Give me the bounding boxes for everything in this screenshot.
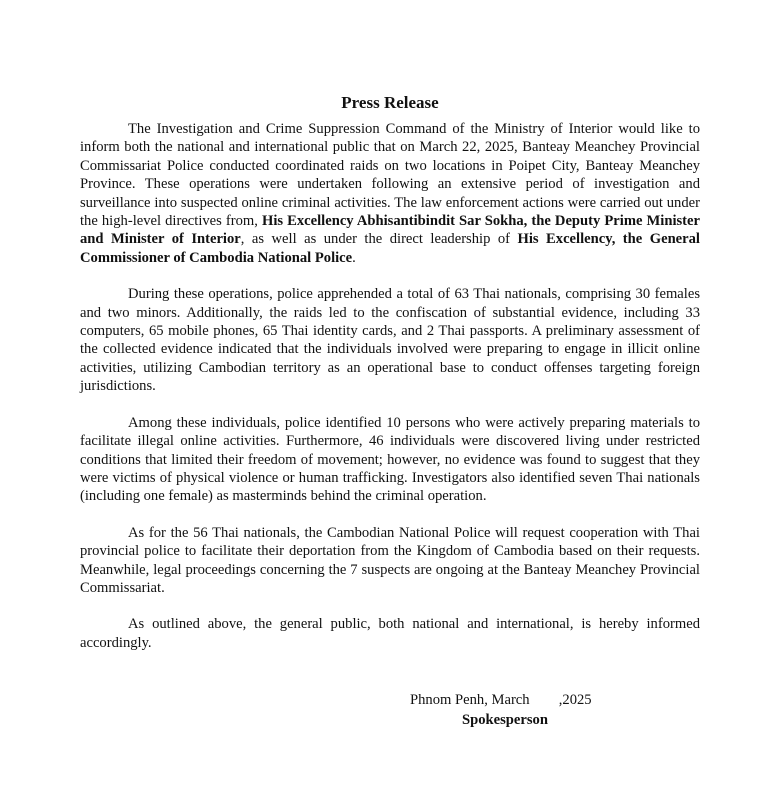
- paragraph-text: .: [352, 249, 356, 266]
- paragraphs-container: [80, 120, 700, 652]
- paragraph: [80, 285, 700, 395]
- paragraph-text: , as well as under the direct leadership of: [240, 231, 518, 248]
- bold-text: His Excellency Abhisantibindit Sar Sokha, the Deputy Prime Minister and Minister of Interior: [80, 213, 700, 248]
- signature-role: Spokesperson: [462, 712, 548, 728]
- paragraph: [80, 120, 700, 267]
- paragraph-text: As for the 56 Thai nationals, the Cambodian National Police will request cooperation with Thai provincial police to facilitate their deportation from the Kingdom of Cambodia based on their requests. Meanwhile, legal proceedings concerning the 7 suspects are ongoing at the Banteay Meanchey Provincial Commissariat.: [80, 524, 700, 596]
- paragraph: [80, 524, 700, 598]
- signature-block: [410, 690, 592, 730]
- paragraph-text: As outlined above, the general public, both national and international, is hereby informed accordingly.: [80, 616, 700, 651]
- paragraph-text: During these operations, police apprehended a total of 63 Thai nationals, comprising 30 females and two minors. Additionally, the raids led to the confiscation of substantial evidence, including 33 computers, 65 mobile phones, 65 Thai identity cards, and 2 Thai passports. A preliminary assessment of the collected evidence indicated that the individuals involved were preparing to engage in illicit online activities, utilizing Cambodian territory as an operational base to conduct offenses targeting foreign jurisdictions.: [80, 286, 700, 395]
- signature-place-date: Phnom Penh, March ,2025: [410, 692, 592, 708]
- document-title: Press Release: [341, 93, 439, 112]
- paragraph-text: Among these individuals, police identified 10 persons who were actively preparing materials to facilitate illegal online activities. Furthermore, 46 individuals were discovered living under restricted conditions that limited their freedom of movement; however, no evidence was found to suggest that they were victims of physical violence or human trafficking. Investigators also identified seven Thai nationals (including one female) as masterminds behind the criminal operation.: [80, 414, 700, 505]
- press-release-body: [80, 92, 700, 670]
- paragraph-text: The Investigation and Crime Suppression Command of the Ministry of Interior would like to inform both the national and international public that on March 22, 2025, Banteay Meanchey Provincial Commissariat Police conducted coordinated raids on two locations in Poipet City, Banteay Meanchey Province. These operations were undertaken following an extensive period of investigation and surveillance into suspected online criminal activities. The law enforcement actions were carried out under the high-level directives from,: [80, 121, 700, 230]
- paragraph: [80, 414, 700, 506]
- bold-text: His Excellency, the General Commissioner of Cambodia National Police: [80, 231, 700, 266]
- paragraph: [80, 615, 700, 652]
